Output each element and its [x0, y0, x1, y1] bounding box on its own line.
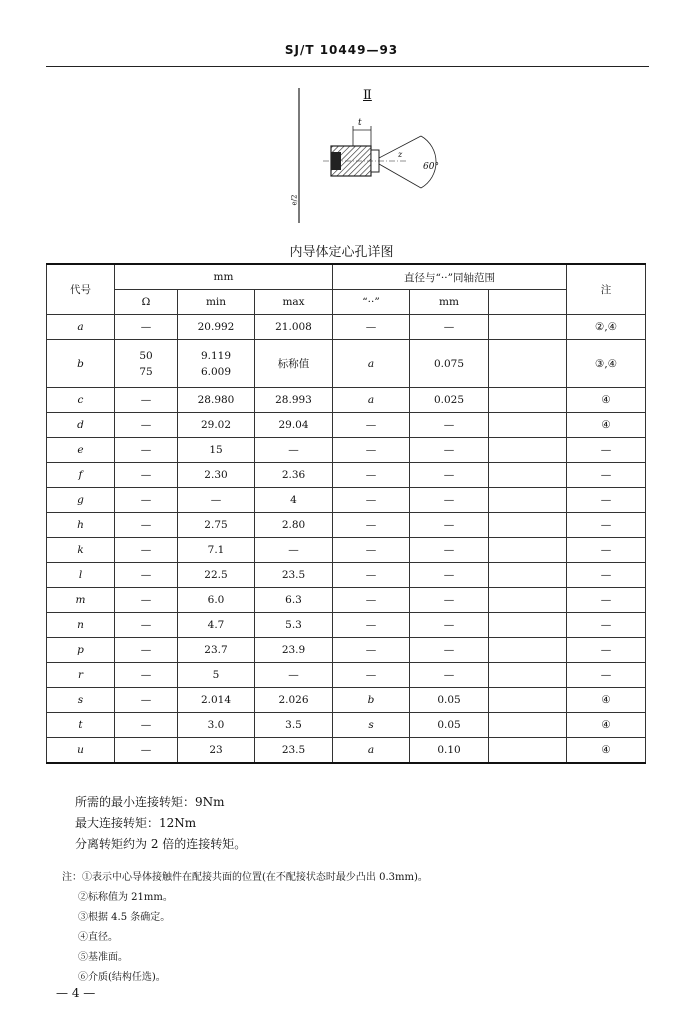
table-cell: 0.05: [410, 688, 489, 713]
table-cell: —: [115, 315, 178, 340]
table-cell: p: [47, 638, 115, 663]
table-cell: s: [333, 713, 410, 738]
table-cell: c: [47, 388, 115, 413]
table-row: [47, 340, 646, 388]
table-cell: —: [333, 413, 410, 438]
table-cell: —: [115, 463, 178, 488]
table-cell: [489, 488, 567, 513]
note-min-torque: 所需的最小连接转矩：9Nm: [75, 795, 225, 809]
table-cell: —: [115, 538, 178, 563]
table-cell: —: [567, 538, 646, 563]
table-cell: 2.36: [255, 463, 333, 488]
table-cell: a: [333, 340, 410, 388]
table-cell: —: [333, 438, 410, 463]
header-blank: [489, 290, 567, 315]
table-cell: t: [47, 713, 115, 738]
table-row: [47, 413, 646, 438]
table-cell: 6.0: [178, 588, 255, 613]
table-row: [47, 513, 646, 538]
table-cell: 21.008: [255, 315, 333, 340]
header-coax-group: 直径与“··”同轴范围: [333, 264, 567, 290]
note-max-torque: 最大连接转矩：12Nm: [75, 816, 197, 830]
table-row: [47, 315, 646, 340]
table-cell: —: [115, 513, 178, 538]
center-hole-detail-figure: [283, 88, 453, 228]
table-cell: 22.5: [178, 563, 255, 588]
table-cell: 0.025: [410, 388, 489, 413]
header-mm-group: mm: [115, 264, 333, 290]
table-cell: b: [333, 688, 410, 713]
table-cell: [489, 513, 567, 538]
footnote-3: ③根据 4.5 条确定。: [78, 912, 171, 923]
table-cell: —: [333, 488, 410, 513]
table-cell: 5.3: [255, 613, 333, 638]
table-cell: 2.30: [178, 463, 255, 488]
table-cell: g: [47, 488, 115, 513]
table-cell: —: [410, 638, 489, 663]
table-cell: 15: [178, 438, 255, 463]
table-cell: ④: [567, 413, 646, 438]
table-cell: l: [47, 563, 115, 588]
table-cell: —: [115, 413, 178, 438]
table-cell: 5: [178, 663, 255, 688]
table-row: [47, 438, 646, 463]
table-cell: [489, 315, 567, 340]
table-cell: —: [255, 538, 333, 563]
table-cell: —: [410, 413, 489, 438]
table-cell: h: [47, 513, 115, 538]
table-cell: [489, 738, 567, 764]
table-cell: r: [47, 663, 115, 688]
table-cell: —: [410, 563, 489, 588]
header-max: max: [255, 290, 333, 315]
table-cell: —: [115, 438, 178, 463]
table-cell: s: [47, 688, 115, 713]
header-code: 代号: [47, 264, 115, 315]
figure-caption: 内导体定心孔详图: [289, 245, 394, 260]
table-row: [47, 613, 646, 638]
table-cell: 29.04: [255, 413, 333, 438]
table-cell: —: [255, 438, 333, 463]
table-cell: 50 75: [115, 340, 178, 388]
page-number: — 4 —: [56, 986, 96, 1000]
table-cell: e: [47, 438, 115, 463]
table-cell: 0.075: [410, 340, 489, 388]
table-cell: [489, 388, 567, 413]
table-row: [47, 388, 646, 413]
header-omega: Ω: [115, 290, 178, 315]
detail-drawing: [283, 88, 453, 228]
table-cell: u: [47, 738, 115, 764]
table-cell: m: [47, 588, 115, 613]
table-row: [47, 588, 646, 613]
table-cell: 23.5: [255, 563, 333, 588]
table-cell: [489, 588, 567, 613]
header-min: min: [178, 290, 255, 315]
table-cell: 2.014: [178, 688, 255, 713]
table-cell: —: [410, 513, 489, 538]
table-cell: 4.7: [178, 613, 255, 638]
table-cell: 28.993: [255, 388, 333, 413]
table-cell: —: [178, 488, 255, 513]
header-rule: [46, 66, 649, 67]
table-cell: ④: [567, 738, 646, 764]
table-cell: 9.119 6.009: [178, 340, 255, 388]
table-cell: —: [410, 538, 489, 563]
table-cell: —: [115, 563, 178, 588]
table-cell: —: [333, 563, 410, 588]
table-row: [47, 463, 646, 488]
table-cell: —: [333, 588, 410, 613]
footnote-6: ⑥介质(结构任选)。: [78, 972, 166, 983]
table-cell: f: [47, 463, 115, 488]
table-cell: a: [333, 738, 410, 764]
table-cell: —: [333, 663, 410, 688]
table-cell: ④: [567, 713, 646, 738]
table-cell: ④: [567, 688, 646, 713]
table-cell: —: [255, 663, 333, 688]
table-cell: [489, 463, 567, 488]
table-cell: —: [410, 588, 489, 613]
table-cell: —: [115, 613, 178, 638]
page-header: SJ/T 10449—93: [284, 43, 399, 57]
table-cell: [489, 413, 567, 438]
angle-label: 60°: [423, 162, 439, 172]
table-cell: 3.5: [255, 713, 333, 738]
table-cell: 28.980: [178, 388, 255, 413]
table-cell: 2.80: [255, 513, 333, 538]
table-cell: [489, 538, 567, 563]
table-cell: b: [47, 340, 115, 388]
table-cell: —: [567, 588, 646, 613]
header-coax-mm: mm: [410, 290, 489, 315]
table-cell: —: [567, 513, 646, 538]
table-cell: ④: [567, 388, 646, 413]
table-cell: —: [410, 463, 489, 488]
axis-side-label: e/2: [290, 194, 299, 206]
table-cell: —: [115, 688, 178, 713]
table-cell: d: [47, 413, 115, 438]
table-cell: 20.992: [178, 315, 255, 340]
table-cell: 23.9: [255, 638, 333, 663]
dimension-t-label: t: [358, 118, 362, 128]
table-cell: ②,④: [567, 315, 646, 340]
table-cell: n: [47, 613, 115, 638]
note-separation-torque: 分离转矩约为 2 倍的连接转矩。: [75, 837, 247, 851]
table-cell: 4: [255, 488, 333, 513]
dimension-table: [46, 263, 646, 764]
table-cell: [489, 638, 567, 663]
table-cell: —: [333, 513, 410, 538]
table-cell: —: [333, 315, 410, 340]
table-cell: —: [567, 563, 646, 588]
table-cell: [489, 688, 567, 713]
table-cell: —: [333, 638, 410, 663]
table-cell: —: [567, 638, 646, 663]
table-cell: —: [410, 663, 489, 688]
table-cell: 3.0: [178, 713, 255, 738]
table-cell: 23: [178, 738, 255, 764]
table-cell: —: [410, 438, 489, 463]
table-cell: —: [410, 315, 489, 340]
table-cell: [489, 340, 567, 388]
table-cell: —: [333, 538, 410, 563]
table-row: [47, 663, 646, 688]
table-cell: 标称值: [255, 340, 333, 388]
table-cell: [489, 438, 567, 463]
table-cell: k: [47, 538, 115, 563]
footnote-4: ④直径。: [78, 932, 118, 943]
table-cell: 7.1: [178, 538, 255, 563]
table-cell: 0.10: [410, 738, 489, 764]
table-row: [47, 488, 646, 513]
table-cell: 2.026: [255, 688, 333, 713]
table-cell: —: [115, 388, 178, 413]
table-cell: —: [333, 463, 410, 488]
table-cell: —: [115, 588, 178, 613]
table-cell: [489, 663, 567, 688]
table-cell: 2.75: [178, 513, 255, 538]
table-cell: —: [115, 738, 178, 764]
table-row: [47, 713, 646, 738]
table-cell: 6.3: [255, 588, 333, 613]
table-cell: [489, 563, 567, 588]
table-cell: [489, 713, 567, 738]
table-row: [47, 638, 646, 663]
footnote-1: 注：①表示中心导体接触件在配接共面的位置(在不配接状态时最少凸出 0.3mm)。: [62, 872, 428, 883]
table-cell: —: [115, 638, 178, 663]
table-cell: a: [47, 315, 115, 340]
footnote-2: ②标称值为 21mm。: [78, 892, 173, 903]
table-cell: —: [567, 488, 646, 513]
table-row: [47, 738, 646, 764]
table-cell: —: [333, 613, 410, 638]
table-cell: —: [410, 488, 489, 513]
table-cell: 0.05: [410, 713, 489, 738]
view-label: Ⅱ: [363, 88, 372, 103]
table-cell: —: [567, 663, 646, 688]
header-note: 注: [567, 264, 646, 315]
table-cell: ③,④: [567, 340, 646, 388]
table-cell: 23.7: [178, 638, 255, 663]
table-cell: —: [410, 613, 489, 638]
table-cell: —: [567, 438, 646, 463]
header-ref: “··”: [333, 290, 410, 315]
dimension-z-label: z: [398, 150, 403, 159]
table-row: [47, 688, 646, 713]
footnotes: [62, 868, 428, 988]
table-cell: [489, 613, 567, 638]
torque-notes: [75, 792, 246, 855]
table-cell: 23.5: [255, 738, 333, 764]
table-row: [47, 563, 646, 588]
table-cell: —: [567, 463, 646, 488]
footnote-5: ⑤基准面。: [78, 952, 128, 963]
table-cell: —: [115, 713, 178, 738]
table-cell: 29.02: [178, 413, 255, 438]
table-cell: —: [115, 663, 178, 688]
table-cell: —: [567, 613, 646, 638]
table-cell: —: [115, 488, 178, 513]
table-cell: a: [333, 388, 410, 413]
table-row: [47, 538, 646, 563]
